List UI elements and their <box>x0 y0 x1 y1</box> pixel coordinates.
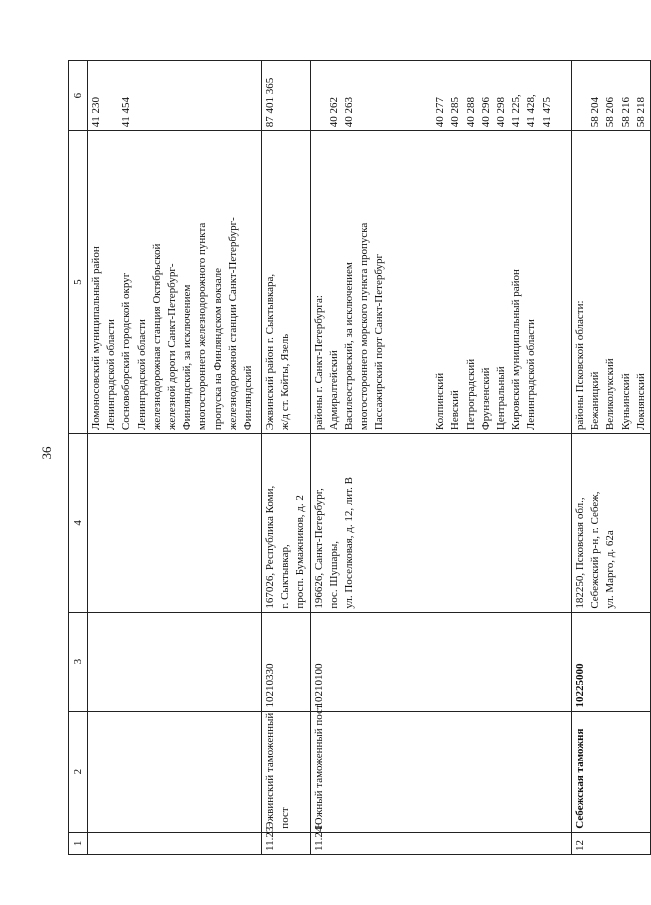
text-line: 182250, Псковская обл., <box>574 497 587 609</box>
text-line: многостороннего морского пункта пропуска <box>358 222 371 431</box>
text-line: Себежский р-н, г. Себеж, <box>589 491 602 609</box>
text-line: Себежская таможня <box>574 728 587 829</box>
text-line: Василеостровский, за исключением <box>343 262 356 431</box>
text-line: Ленинградской области <box>105 319 118 431</box>
rotated-table-wrapper <box>68 60 647 855</box>
text-line: Петроградский <box>464 358 477 431</box>
text-line: Финляндский <box>242 365 255 431</box>
text-line: 87 401 365 <box>264 77 276 128</box>
text-line: 41 454 <box>120 96 133 128</box>
customs-name-cell <box>310 704 571 832</box>
text-line <box>388 64 403 127</box>
text-line: 40 298 <box>495 96 508 128</box>
text-line: Кировский муниципальный район <box>510 269 523 431</box>
text-line: железнодорожной станции Санкт-Петербург- <box>226 217 239 431</box>
header-cell: 2 <box>69 711 88 832</box>
header-cell: 1 <box>69 832 88 854</box>
text-line: 41 475 <box>540 96 553 128</box>
text-line: 58 216 <box>619 96 632 128</box>
text-line <box>388 134 403 430</box>
text-line: Ломоносовский муниципальный район <box>90 246 102 431</box>
text-line: 41 225, <box>510 94 523 128</box>
table-row <box>572 61 651 855</box>
text-line: пост <box>279 807 292 829</box>
row-number: 11.23 <box>262 832 311 854</box>
text-line: 40 277 <box>434 96 447 128</box>
text-line: Локнянский <box>634 373 647 431</box>
text-line: 167026, Республика Коми, <box>264 485 276 609</box>
cell <box>88 612 262 711</box>
text-line: Невский <box>449 390 462 431</box>
row-number: 11.24 <box>310 832 571 854</box>
customs-code: 10210100 <box>310 612 571 711</box>
text-line: 40 296 <box>479 96 492 128</box>
text-line: районы Псковской области: <box>574 300 587 431</box>
text-line: Великолукский <box>604 358 617 431</box>
text-line: 40 262 <box>327 96 340 128</box>
header-row <box>69 61 88 855</box>
text-line <box>555 134 570 430</box>
header-cell: 3 <box>69 612 88 711</box>
text-line: Сосновоборский городской округ <box>120 272 133 431</box>
header-cell: 6 <box>69 61 88 131</box>
text-line: ул. Марго, д. 62а <box>604 530 617 609</box>
text-line: Финляндский, за исключением <box>181 284 194 431</box>
customs-name-cell <box>262 711 311 832</box>
text-line: 41 428, <box>525 94 538 128</box>
cell <box>88 434 262 613</box>
cell <box>88 711 262 832</box>
text-line: Пассажирский порт Санкт-Петербург <box>373 253 386 431</box>
header-cell: 5 <box>69 131 88 434</box>
text-line: 196626, Санкт-Петербург, <box>312 488 325 609</box>
text-line: пропуска на Финляндском вокзале <box>211 267 224 431</box>
text-line: Центральный <box>495 366 508 431</box>
okato-cell <box>310 61 571 131</box>
address-cell <box>262 434 311 613</box>
zone-cell <box>88 131 262 434</box>
text-line: 40 285 <box>449 96 462 128</box>
table-row <box>262 61 311 855</box>
row-number: 12 <box>572 832 651 854</box>
text-line: Южный таможенный пост <box>312 704 325 829</box>
text-line: пос. Шушары, <box>327 541 340 609</box>
text-line: ж/д ст. Койты, Язель <box>279 333 292 431</box>
text-line: 58 204 <box>589 96 602 128</box>
address-cell <box>310 434 571 613</box>
text-line: Бежаницкий <box>589 371 602 431</box>
text-line: Куньинский <box>619 373 632 431</box>
okato-cell <box>572 61 651 131</box>
text-line <box>357 64 372 127</box>
text-line: 40 288 <box>464 96 477 128</box>
customs-code: 10210330 <box>262 612 311 711</box>
customs-code: 10225000 <box>572 612 651 711</box>
table-row <box>88 61 262 855</box>
okato-cell <box>262 61 311 131</box>
text-line: железнодорожная станция Октябрьской <box>150 243 163 431</box>
text-line: Ленинградской области <box>525 319 538 431</box>
text-line <box>372 64 387 127</box>
text-line: Фрунзенский <box>479 367 492 431</box>
text-line: 40 263 <box>343 96 356 128</box>
text-line: Адмиралтейский <box>327 350 340 431</box>
text-line <box>418 134 433 430</box>
text-line <box>403 64 418 127</box>
text-line <box>312 64 327 127</box>
zone-cell <box>310 131 571 434</box>
cell <box>88 832 262 854</box>
text-line: Эжвинский таможенный <box>264 712 276 829</box>
customs-name-cell <box>572 711 651 832</box>
text-line: ул. Поселковая, д. 12, лит. В <box>343 476 356 609</box>
text-line <box>540 134 555 430</box>
text-line: районы г. Санкт-Петербурга: <box>312 295 325 431</box>
text-line: железной дороги Санкт-Петербург- <box>166 263 179 431</box>
zone-cell <box>572 131 651 434</box>
text-line: Ленинградской области <box>135 319 148 431</box>
text-line <box>403 134 418 430</box>
table-row <box>310 61 571 855</box>
text-line: Эжвинский район г. Сыктывкара, <box>264 273 276 431</box>
text-line: 58 218 <box>634 96 647 128</box>
text-line: многостороннего железнодорожного пункта <box>196 222 209 431</box>
text-line: 58 206 <box>604 96 617 128</box>
customs-table <box>68 60 651 855</box>
address-cell <box>572 434 651 613</box>
page-number: 36 <box>39 446 54 460</box>
text-line: Колпинский <box>434 372 447 431</box>
text-line: г. Сыктывкар, <box>279 544 292 609</box>
text-line <box>104 64 119 127</box>
text-line <box>418 64 433 127</box>
text-line: просп. Бумажников, д. 2 <box>294 495 307 609</box>
text-line: 41 230 <box>90 96 102 128</box>
okato-cell <box>88 61 262 131</box>
zone-cell <box>262 131 311 434</box>
text-line <box>573 64 588 127</box>
header-cell: 4 <box>69 434 88 613</box>
